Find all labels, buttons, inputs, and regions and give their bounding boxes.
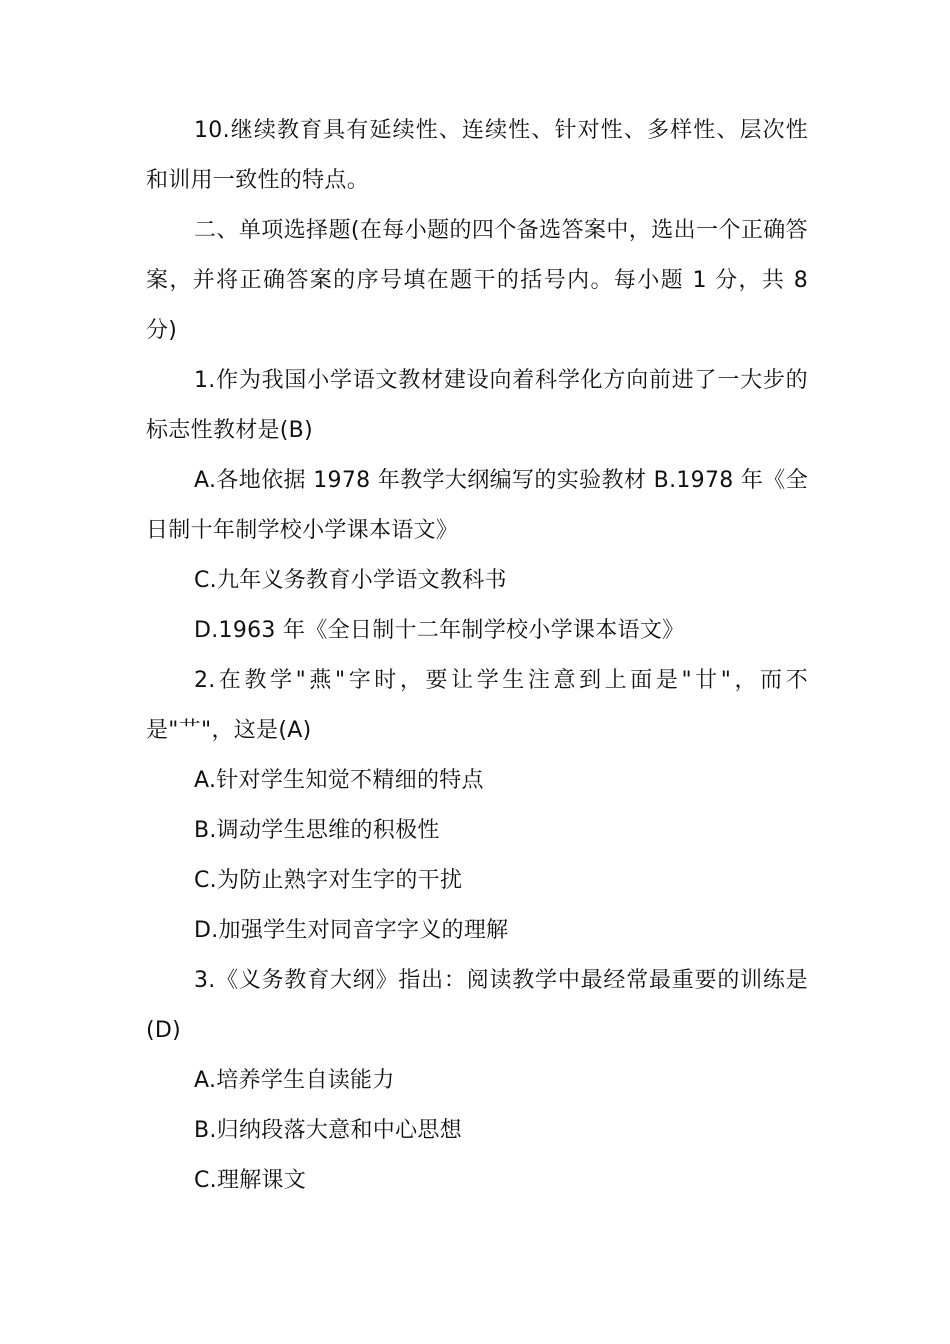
paragraph-item-10: 10.继续教育具有延续性、连续性、针对性、多样性、层次性和训用一致性的特点。 [146, 118, 808, 193]
question-2: 2.在教学"燕"字时，要让学生注意到上面是"廿"，而不是"艹"，这是(A) [146, 668, 808, 743]
question-3-option-c: C.理解课文 [194, 1168, 307, 1193]
question-1-option-c: C.九年义务教育小学语文教科书 [194, 568, 507, 593]
section-heading-single-choice: 二、单项选择题(在每小题的四个备选答案中，选出一个正确答案，并将正确答案的序号填在题干的括号内。每小题 1 分，共 8 分) [146, 218, 808, 343]
question-3: 3.《义务教育大纲》指出：阅读教学中最经常最重要的训练是(D) [146, 968, 808, 1043]
question-2-option-c: C.为防止熟字对生字的干扰 [194, 868, 463, 893]
question-3-option-b: B.归纳段落大意和中心思想 [194, 1118, 462, 1143]
question-1-option-d: D.1963 年《全日制十二年制学校小学课本语文》 [194, 618, 685, 643]
question-1: 1.作为我国小学语文教材建设向着科学化方向前进了一大步的标志性教材是(B) [146, 368, 808, 443]
question-3-option-a: A.培养学生自读能力 [194, 1068, 395, 1093]
question-1-options-a-b: A.各地依据 1978 年教学大纲编写的实验教材 B.1978 年《全日制十年制学校小学课本语文》 [146, 468, 808, 543]
document-body [146, 106, 808, 1206]
question-2-option-b: B.调动学生思维的积极性 [194, 818, 440, 843]
question-2-option-d: D.加强学生对同音字字义的理解 [194, 918, 509, 943]
question-2-option-a: A.针对学生知觉不精细的特点 [194, 768, 484, 793]
